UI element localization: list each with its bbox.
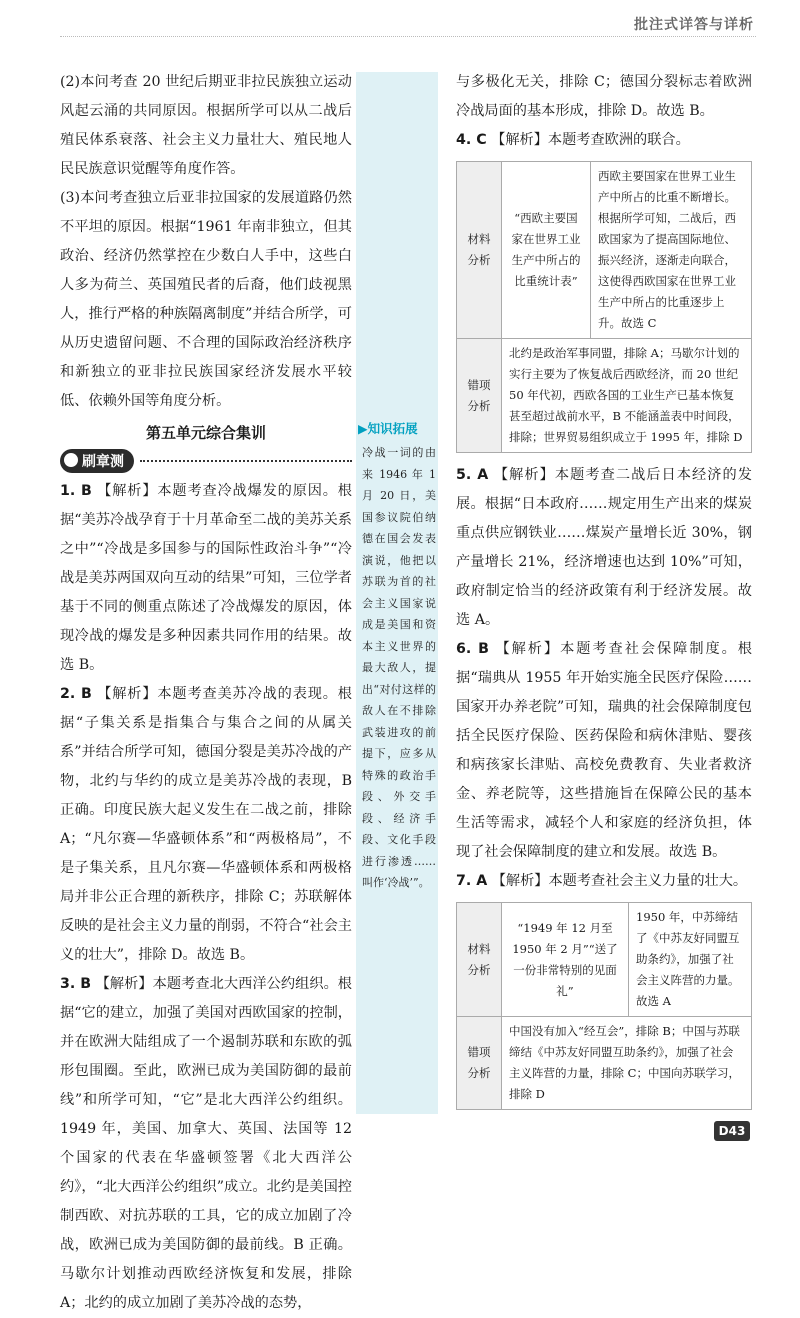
q2-answer: 2. B: [60, 686, 92, 702]
knowledge-extension-text: 冷战一词的由来 1946 年 1 月 20 日，美国参议院伯纳德在国会发表演说，他把以苏联为首的社会主义国家说成是美国和资本主义世界的最大敌人，提出“对付这样的敌人在不排除武装进攻的前提下，应多从特殊的政治手段、外交手段、经济手段、文化手段进行渗透……叫作‘冷战’”。: [362, 446, 436, 889]
answer-paragraph-2: (2)本问考查 20 世纪后期亚非拉民族独立运动风起云涌的共同原因。根据所学可以从二战后殖民体系衰落、社会主义力量壮大、殖民地人民民族意识觉醒等角度作答。: [60, 74, 352, 177]
material-quote: “西欧主要国家在世界工业生产中所占的比重统计表”: [502, 162, 591, 339]
wrong-option-label: 错项分析: [457, 1017, 502, 1110]
q3-answer: 3. B: [60, 976, 92, 992]
q4-analysis-table: [456, 161, 752, 453]
header-divider: [60, 36, 756, 37]
q5-explanation: 【解析】本题考查二战后日本经济的发展。根据“日本政府……规定用生产出来的煤炭重点供应钢铁业……煤炭产量增长近 30%，钢产量增长 21%，经济增速也达到 10%”可知，政府制定恰当的经济政策有利于经济发展。故选 A。: [456, 467, 752, 628]
q2-explanation: 【解析】本题考查美苏冷战的表现。根据“子集关系是指集合与集合之间的从属关系”并结合所学可知，德国分裂是美苏冷战的产物，北约与华约的成立是美苏冷战的表现，B 正确。印度民族大起义发生在二战之前，排除 A；“凡尔赛—华盛顿体系”和“两极格局”，不是子集关系，且凡尔赛—华盛顿体系和两极格局并非公正合理的新秩序，排除 C；苏联解体反映的是社会主义力量的削弱，不符合“社会主义的壮大”，排除 D。故选 B。: [60, 686, 352, 963]
question-1: [60, 477, 352, 680]
material-analysis-label: 材料分析: [457, 903, 502, 1017]
chapter-test-header: [60, 449, 352, 473]
q6-explanation: 【解析】本题考查社会保障制度。根据“瑞典从 1955 年开始实施全民医疗保险……国家开办养老院”可知，瑞典的社会保障制度包括全民医疗保险、医药保险和病休津贴、婴孩和病孩家长津贴、高校免费教育、失业者救济金、养老院等，这些措施旨在保障公民的基本生活等需求，减轻个人和家庭的经济负担，体现了社会保障制度的建立和发展。故选 B。: [456, 641, 752, 860]
material-analysis-text: 西欧主要国家在世界工业生产中所占的比重不断增长。根据所学可知，二战后，西欧国家为了提高国际地位、振兴经济，逐渐走向联合，这使得西欧国家在世界工业生产中所占的比重逐步上升。故选 C: [591, 162, 752, 339]
answer-paragraph-3: (3)本问考查独立后亚非拉国家的发展道路仍然不平坦的原因。根据“1961 年南非独立，但其政治、经济仍然掌控在少数白人手中，这些白人多为荷兰、英国殖民者的后裔，他们歧视黑人，推行严格的种族隔离制度”并结合所学，可从历史遗留问题、不合理的国际政治经济秩序和新独立的亚非拉民族国家经济发展水平较低、依赖外国等角度分析。: [60, 190, 352, 409]
material-quote: “1949 年 12 月至 1950 年 2 月”“送了一份非常特别的见面礼”: [502, 903, 629, 1017]
q1-explanation: 【解析】本题考查冷战爆发的原因。根据“美苏冷战孕育于十月革命至二战的美苏关系之中”“冷战是多国参与的国际性政治斗争”“冷战是美苏两国双向互动的结果”可知，三位学者基于不同的侧重点陈述了冷战爆发的原因，体现冷战的爆发是多种因素共同作用的结果。故选 B。: [60, 483, 352, 673]
unit-title: 第五单元综合集训: [145, 424, 266, 442]
wrong-option-text: 中国没有加入“经互会”，排除 B；中国与苏联缔结《中苏友好同盟互助条约》，加强了社会主义阵营的力量，排除 C；中国向苏联学习，排除 D: [502, 1017, 752, 1110]
q3-explanation: 【解析】本题考查北大西洋公约组织。根据“它的建立，加强了美国对西欧国家的控制，并在欧洲大陆组成了一个遏制苏联和东欧的弧形包围圈。至此，欧洲已成为美国防御的最前线”和所学可知，“它”是北大西洋公约组织。1949 年，美国、加拿大、英国、法国等 12 个国家的代表在华盛顿签署《北大西洋公约》，“北大西洋公约组织”成立。北约是美国控制西欧、对抗苏联的工具，它的成立加剧了冷战，欧洲已成为美国防御的最前线。B 正确。马歇尔计划推动西欧经济恢复和发展，排除 A；北约的成立加剧了美苏冷战的态势，: [60, 976, 352, 1311]
q6-answer: 6. B: [456, 641, 489, 657]
wrong-option-label: 错项分析: [457, 339, 502, 453]
q7-answer: 7. A: [456, 873, 488, 889]
wrong-option-text: 北约是政治军事同盟，排除 A；马歇尔计划的实行主要为了恢复战后西欧经济，而 20 世纪 50 年代初，西欧各国的工业生产已基本恢复甚至超过战前水平，B 不能涵盖表中时间段，排除；世界贸易组织成立于 1995 年，排除 D: [502, 339, 752, 453]
q3-continuation: 与多极化无关，排除 C；德国分裂标志着欧洲冷战局面的基本形成，排除 D。故选 B。: [456, 74, 752, 119]
question-2: [60, 680, 352, 970]
q4-answer: 4. C: [456, 132, 487, 148]
left-column: [60, 68, 352, 1318]
q4-explanation: 【解析】本题考查欧洲的联合。: [491, 132, 690, 148]
question-6: [456, 635, 752, 867]
question-4: [456, 126, 752, 155]
question-7: [456, 867, 752, 896]
material-analysis-text: 1950 年，中苏缔结了《中苏友好同盟互助条约》，加强了社会主义阵营的力量。故选 A: [629, 903, 752, 1017]
q1-answer: 1. B: [60, 483, 92, 499]
q7-explanation: 【解析】本题考查社会主义力量的壮大。: [491, 873, 748, 889]
material-analysis-label: 材料分析: [457, 162, 502, 339]
question-3: [60, 970, 352, 1318]
knowledge-extension-heading: ▶知识拓展: [358, 421, 418, 436]
page-number: D43: [714, 1121, 750, 1141]
page-header-title: 批注式详答与详析: [634, 17, 754, 33]
chapter-test-badge: 刷章测: [60, 449, 134, 473]
right-column: [456, 68, 752, 1118]
q7-analysis-table: [456, 902, 752, 1110]
question-5: [456, 461, 752, 635]
dotted-divider: [140, 460, 352, 462]
q5-answer: 5. A: [456, 467, 489, 483]
